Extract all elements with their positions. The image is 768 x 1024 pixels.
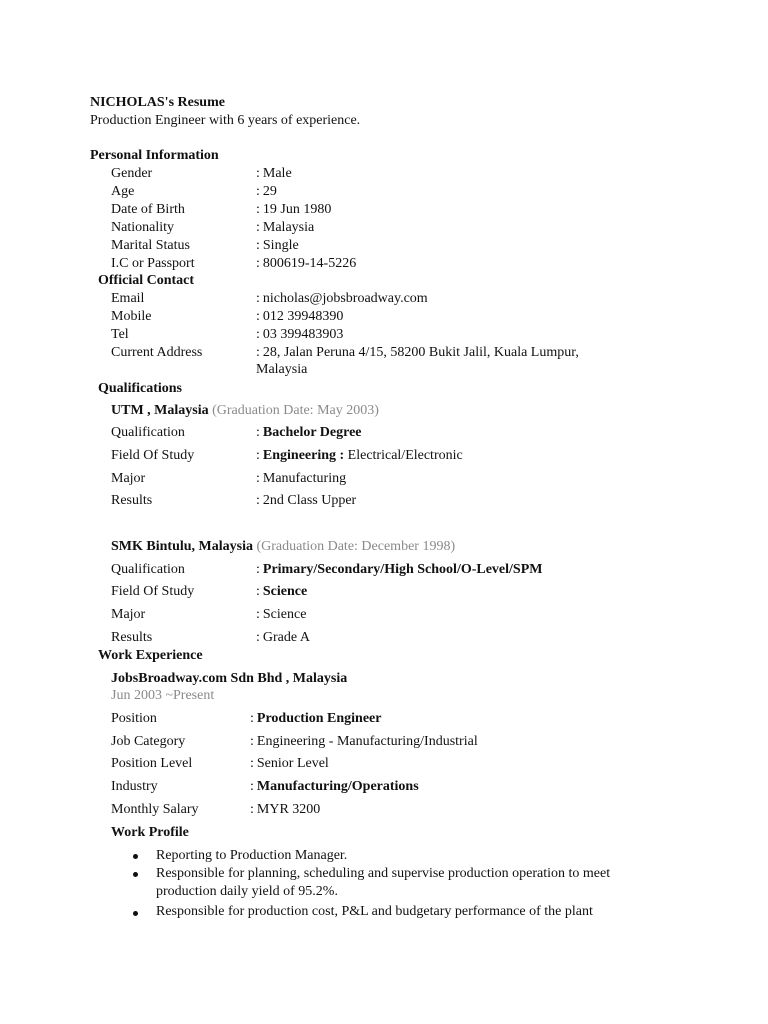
official-contact-heading: Official Contact xyxy=(98,273,195,288)
list-item-text: Responsible for planning, scheduling and supervise production operation to meet xyxy=(156,866,611,881)
results-value: : Grade A xyxy=(256,630,310,645)
tel-label: Tel xyxy=(111,327,129,342)
nationality-value: : Malaysia xyxy=(256,220,315,235)
school-name: SMK Bintulu, Malaysia xyxy=(111,539,253,554)
company-name: JobsBroadway.com Sdn Bhd , Malaysia xyxy=(111,671,348,686)
tel-value: : 03 399483903 xyxy=(256,327,344,342)
work-period: Jun 2003 ~Present xyxy=(111,688,215,703)
list-item-text: Responsible for production cost, P&L and budgetary performance of the plant xyxy=(156,904,593,919)
monthly-salary-label: Monthly Salary xyxy=(111,802,199,817)
school-title xyxy=(111,402,379,419)
dob-label: Date of Birth xyxy=(111,202,185,217)
ic-passport-value: : 800619-14-5226 xyxy=(256,256,357,271)
bullet-icon xyxy=(133,872,138,877)
qualifications-heading: Qualifications xyxy=(98,381,183,396)
qualification-value: : Bachelor Degree xyxy=(256,425,362,440)
bullet-icon xyxy=(133,854,138,859)
mobile-value: : 012 39948390 xyxy=(256,309,344,324)
mobile-label: Mobile xyxy=(111,309,152,324)
school-name: UTM , Malaysia xyxy=(111,403,209,418)
email-value: : nicholas@jobsbroadway.com xyxy=(256,291,428,306)
results-value: : 2nd Class Upper xyxy=(256,493,357,508)
job-category-label: Job Category xyxy=(111,734,186,749)
list-item-text: Reporting to Production Manager. xyxy=(156,848,348,863)
position-value: : Production Engineer xyxy=(250,711,382,726)
industry-value: : Manufacturing/Operations xyxy=(250,779,419,794)
major-label: Major xyxy=(111,471,146,486)
major-value: : Manufacturing xyxy=(256,471,347,486)
bullet-icon xyxy=(133,911,138,916)
gender-label: Gender xyxy=(111,166,153,181)
qualification-label: Qualification xyxy=(111,562,185,577)
marital-status-value: : Single xyxy=(256,238,299,253)
nationality-label: Nationality xyxy=(111,220,174,235)
school-title xyxy=(111,538,455,555)
job-category-value: : Engineering - Manufacturing/Industrial xyxy=(250,734,478,749)
results-label: Results xyxy=(111,493,153,508)
dob-value: : 19 Jun 1980 xyxy=(256,202,332,217)
address-label: Current Address xyxy=(111,345,203,360)
major-label: Major xyxy=(111,607,146,622)
age-label: Age xyxy=(111,184,135,199)
personal-info-heading: Personal Information xyxy=(90,148,219,163)
field-of-study-value: : Engineering : Electrical/Electronic xyxy=(256,448,463,463)
resume-title: NICHOLAS's Resume xyxy=(90,95,225,110)
list-item-text-line2: production daily yield of 95.2%. xyxy=(156,884,338,899)
address-value-line2: Malaysia xyxy=(256,362,308,377)
address-value: : 28, Jalan Peruna 4/15, 58200 Bukit Jalil, Kuala Lumpur, xyxy=(256,345,579,360)
work-profile-heading: Work Profile xyxy=(111,825,189,840)
results-label: Results xyxy=(111,630,153,645)
field-of-study-label: Field Of Study xyxy=(111,448,195,463)
work-experience-heading: Work Experience xyxy=(98,648,203,663)
field-of-study-value: : Science xyxy=(256,584,308,599)
industry-label: Industry xyxy=(111,779,158,794)
qualification-label: Qualification xyxy=(111,425,185,440)
resume-subtitle: Production Engineer with 6 years of experience. xyxy=(90,113,361,128)
graduation-date: (Graduation Date: December 1998) xyxy=(256,539,456,554)
position-level-label: Position Level xyxy=(111,756,193,771)
field-of-study-label: Field Of Study xyxy=(111,584,195,599)
gender-value: : Male xyxy=(256,166,292,181)
major-value: : Science xyxy=(256,607,307,622)
position-level-value: : Senior Level xyxy=(250,756,329,771)
qualification-value: : Primary/Secondary/High School/O-Level/SPM xyxy=(256,562,543,577)
position-label: Position xyxy=(111,711,157,726)
age-value: : 29 xyxy=(256,184,277,199)
ic-passport-label: I.C or Passport xyxy=(111,256,195,271)
monthly-salary-value: : MYR 3200 xyxy=(250,802,321,817)
graduation-date: (Graduation Date: May 2003) xyxy=(212,403,379,418)
marital-status-label: Marital Status xyxy=(111,238,190,253)
email-label: Email xyxy=(111,291,145,306)
